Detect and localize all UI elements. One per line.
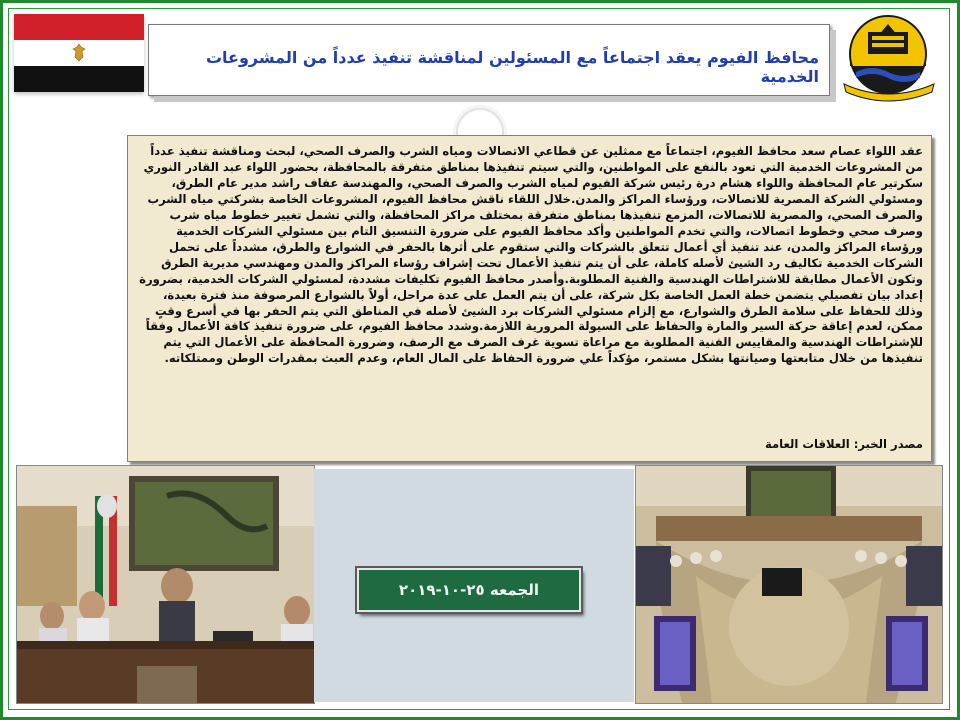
date-chalkboard bbox=[357, 568, 581, 612]
fayoum-governorate-logo-icon bbox=[838, 12, 942, 104]
meeting-photo-right bbox=[635, 465, 943, 704]
date-label: الجمعه ٢٥-١٠-٢٠١٩ bbox=[398, 581, 540, 599]
eagle-emblem-icon bbox=[72, 43, 86, 63]
egypt-flag-icon bbox=[14, 10, 144, 100]
meeting-photo-left bbox=[16, 465, 315, 704]
article-body: عقد اللواء عصام سعد محافظ الفيوم، اجتماعاً مع ممثلين عن قطاعي الاتصالات ومياه الشرب والصرف الصحي، لبحث ومناقشة تنفيذ عدداً من المشروعات الخدمية التي تعود بالنفع على المواطنين، والتي سيتم تنفيذها بمناطق متفرقة بالمحافظة، بحضور اللواء عبد القادر النوري سكرتير عام المحافظة واللواء هشام درة رئيس شركة الفيوم لمياه الشرب والصرف الصحي، والمهندسة عفاف راشد مدير عام الطرق، ومسئولي الشركة المصرية للاتصالات، ورؤساء المراكز والمدن.خلال اللقاء ناقش محافظ الفيوم، المشروعات الخاصة بشركتي مياه الشرب والصرف الصحي، والمصرية للاتصالات، المزمع تنفيذها بمناطق متفرقة بمختلف مراكز المحافظة، والتي تشمل تغيير خطوط مياه شرب وصرف صحي وخطوط اتصالات، والتي تخدم المواطنين وأكد محافظ الفيوم على ضرورة التنسيق التام بين مسئولي الشركات الخدمية ورؤساء المراكز والمدن، عند تنفيذ أي أعمال تتعلق بالشركات والتي ستقوم على أثرها بالحفر في الشوارع والطرق، مشدداً على تحمل الشركات الخدمية تكاليف رد الشيئ لأصله كاملة، على أن يتم تنفيذ الأعمال تحت إشراف رؤساء المراكز والمدن ومهندسي مديرية الطرق وتكون الأعمال مطابقة للاشتراطات الهندسية والفنية المطلوبة.وأصدر محافظ الفيوم تكليفات مشددة، لمسئولي الشركات الخدمية، بضرورة إعداد بيان تفصيلي يتضمن خطة العمل الخاصة بكل شركة، على أن يتم العمل على عدة مراحل، أولاً بالشوارع المرصوفة منذ فترة بعيدة، وذلك للحفاظ على سلامة الطرق والشوارع، مع إلزام مسئولي الشركات برد الشيئ لأصله في المناطق التي يتم الحفر بها في أسرع وقتٍ ممكن، لعدم إعاقة حركة السير والمارة والحفاظ على السيولة المرورية اللازمة.وشدد محافظ الفيوم، على ضرورة تنفيذ كافة الأعمال وفقاً للإشتراطات الهندسية والمقاييس الفنية المطلوبة مع مراعاة تسوية غرف الصرف مع الرصف، وضرورة المحافظة على الأعمال التي يتم تنفيذها من خلال متابعتها وصيانتها بشكل مستمر، مؤكداً علي ضرورة الحفاظ على المال العام، وعدم العبث بمقدرات الوطن وممتلكاته. bbox=[139, 144, 923, 366]
page-title: محافظ الفيوم يعقد اجتماعاً مع المسئولين لمناقشة تنفيذ عدداً من المشروعات الخدمية bbox=[205, 48, 819, 86]
title-banner bbox=[148, 24, 830, 96]
article-source: مصدر الخبر: العلاقات العامة bbox=[764, 437, 923, 451]
article-panel bbox=[127, 135, 932, 462]
